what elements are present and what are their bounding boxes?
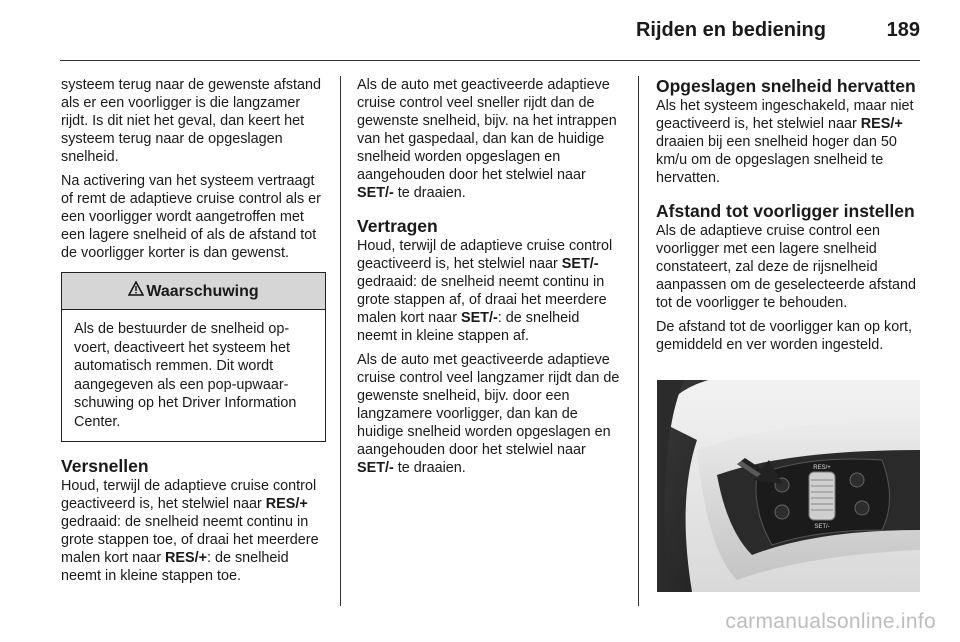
section-heading: Afstand tot voorligger instellen — [656, 201, 915, 221]
page-number: 189 — [886, 19, 920, 41]
warning-label: Waarschuwing — [146, 283, 259, 300]
key-label: SET/- — [357, 460, 394, 476]
paragraph: Houd, terwijl de adaptieve cruise control geactiveerd is, het stelwiel naar RES/+ gedraaid: de snelheid neemt continu in grote stappen toe, of draai het meerdere malen kort naar RES/+: de snelheid neemt in kleine stappen toe. — [61, 478, 319, 584]
warning-header — [62, 273, 325, 310]
column-3 — [656, 76, 921, 360]
paragraph: Als de auto met geactiveerde adaptieve cruise control veel langzamer rijdt dan de gewenste snelheid, bijv. door een langzamere voorligger, dan kan de huidige snelheid worden opgeslagen en aangehouden door het stelwiel naar SET/- te draaien. — [357, 352, 620, 476]
column-1 — [61, 76, 326, 591]
key-label: SET/- — [357, 185, 394, 201]
warning-box — [61, 272, 326, 442]
header-rule — [60, 60, 920, 61]
header-title: Rijden en bediening — [635, 19, 826, 41]
warning-text: Als de bestuurder de snelheid opvoert, deactiveert het systeem het automatisch remmen. Dit wordt aangegeven als een pop-upwaarschuwing op het Driver Information Center. — [74, 321, 297, 430]
paragraph: Na activering van het systeem vertraagt of remt de adaptieve cruise control als er een voorligger wordt aangetroffen met een lagere snelheid of als de afstand tot de voorligger korter is dan gewenst. — [61, 173, 321, 261]
paragraph: Als de auto met geactiveerde adaptieve cruise control veel sneller rijdt dan de gewenste snelheid, bijv. na het intrappen van het gaspedaal, dan kan de huidige snelheid worden opgeslagen en aangehouden door het stelwiel naar SET/- te draaien. — [357, 77, 617, 201]
section-heading: Vertragen — [357, 216, 438, 236]
paragraph: systeem terug naar de gewenste afstand als er een voorligger is die langzamer rijdt. Is dit niet het geval, dan keert het systeem terug naar de opgeslagen snelheid. — [61, 77, 321, 165]
warning-triangle-icon — [128, 281, 144, 301]
set-label: SET/- — [814, 524, 830, 530]
column-2 — [357, 76, 622, 483]
key-label: SET/- — [561, 256, 599, 272]
section-heading: Versnellen — [61, 456, 149, 476]
res-label: RES/+ — [813, 465, 831, 471]
key-label: RES/+ — [265, 496, 308, 512]
watermark: carmanualsonline.info — [725, 610, 936, 633]
paragraph: Als de adaptieve cruise control een voorligger met een lagere snelheid constateert, zal deze de rijsnelheid aanpassen om de geselecteerde afstand tot de voorligger te behouden. — [656, 223, 917, 311]
key-label: SET/- — [460, 310, 498, 326]
paragraph: Als het systeem ingeschakeld, maar niet geactiveerd is, het stelwiel naar RES/+ draaien bij een snelheid hoger dan 50 km/u om de opgeslagen snelheid te hervatten. — [656, 98, 914, 186]
steering-wheel-photo — [657, 380, 920, 592]
section-heading: Opgeslagen snelheid hervatten — [656, 76, 916, 96]
paragraph: De afstand tot de voorligger kan op kort, gemiddeld en ver worden ingesteld. — [656, 319, 912, 353]
column-rule-2 — [638, 76, 639, 606]
column-rule-1 — [340, 76, 341, 606]
key-label: RES/+ — [164, 550, 207, 566]
key-label: RES/+ — [860, 116, 903, 132]
paragraph: Houd, terwijl de adaptieve cruise control geactiveerd is, het stelwiel naar SET/- gedraaid: de snelheid neemt continu in grote stappen af, of draai het meerdere malen kort naar SET/-: de snelheid neemt in kleine stappen af. — [357, 238, 613, 344]
